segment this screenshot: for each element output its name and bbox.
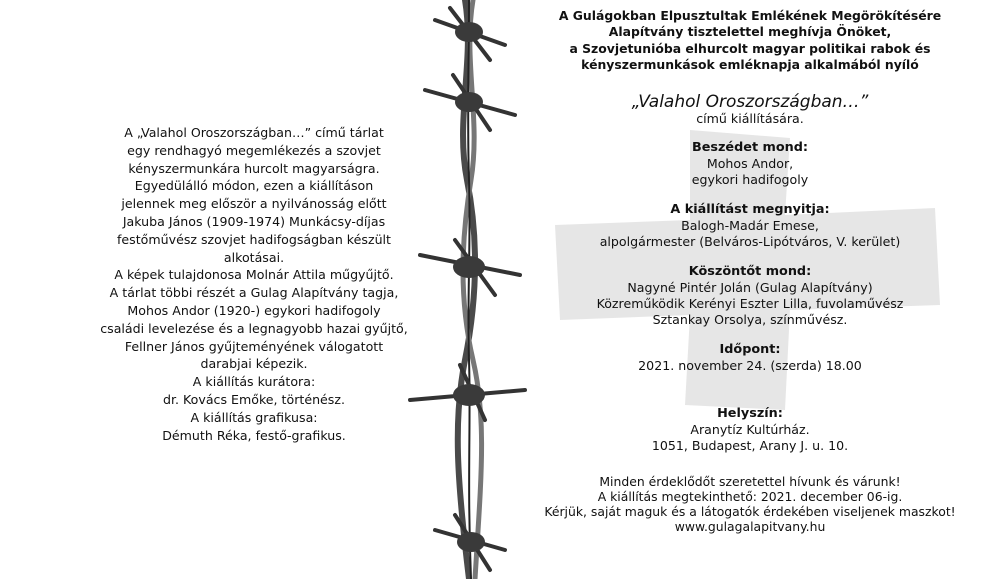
desc-line: A kiállítás kurátora: <box>192 374 316 390</box>
desc-line: Egyedülálló módon, ezen a kiállításon <box>134 178 374 194</box>
speech-line: egykori hadifogoly <box>691 172 809 188</box>
opening-line: alpolgármester (Belváros-Lipótváros, V. kerület) <box>599 234 901 250</box>
intro-line: a Szovjetunióba elhurcolt magyar politikai rabok és <box>569 40 931 56</box>
footer-line: A kiállítás megtekinthető: 2021. december 06-ig. <box>597 489 903 505</box>
greeting-line: Közreműködik Kerényi Eszter Lilla, fuvolaművész <box>596 296 904 312</box>
desc-line: A „Valahol Oroszországban…” című tárlat <box>124 125 384 140</box>
venue-heading: Helyszín: <box>717 406 783 422</box>
intro-line: kényszermunkások emléknapja alkalmából nyíló <box>581 56 919 72</box>
desc-line: darabjai képezik. <box>200 356 308 372</box>
desc-line: dr. Kovács Emőke, történész. <box>163 391 345 407</box>
website-link[interactable]: www.gulagalapitvany.hu <box>674 519 826 535</box>
desc-line: egy rendhagyó megemlékezés a szovjet <box>127 142 381 158</box>
footer-line: Kérjük, saját maguk és a látogatók érdekében viseljenek maszkot! <box>544 504 956 520</box>
speech-line: Mohos Andor, <box>706 156 794 172</box>
desc-line: Mohos Andor (1920-) egykori hadifogoly <box>127 302 381 318</box>
intro-line: Alapítvány tisztelettel meghívja Önöket, <box>608 24 892 40</box>
invitation-intro <box>510 8 990 73</box>
desc-line: festőművész szovjet hadifogságban készült <box>116 231 391 247</box>
invitation <box>510 8 990 534</box>
opening-heading: A kiállítást megnyitja: <box>670 202 830 218</box>
venue-line: Aranytíz Kultúrház. <box>690 422 810 438</box>
venue-line: 1051, Budapest, Arany J. u. 10. <box>651 438 849 454</box>
desc-line: kényszermunkára hurcolt magyarságra. <box>128 160 380 176</box>
speech-heading: Beszédet mond: <box>691 140 809 156</box>
desc-line: alkotásai. <box>223 249 285 265</box>
date-line: 2021. november 24. (szerda) 18.00 <box>638 358 862 374</box>
desc-line: A tárlat többi részét a Gulag Alapítvány tagja, <box>109 285 399 301</box>
exhibition-title: „Valahol Oroszországban…” <box>631 92 869 113</box>
desc-line: A kiállítás grafikusa: <box>190 409 318 425</box>
greeting-heading: Köszöntőt mond: <box>688 264 812 280</box>
exhibition-subtitle: című kiállítására. <box>696 111 804 127</box>
exhibition-description <box>58 124 450 444</box>
desc-line: Démuth Réka, festő-grafikus. <box>162 427 346 443</box>
desc-line: A képek tulajdonosa Molnár Attila műgyűjtő. <box>114 267 394 283</box>
desc-line: Fellner János gyűjteményének válogatott <box>124 338 384 354</box>
opening-line: Balogh-Madár Emese, <box>681 218 819 234</box>
footer-line: Minden érdeklődőt szeretettel hívunk és várunk! <box>599 474 901 490</box>
date-heading: Időpont: <box>719 342 781 358</box>
desc-line: családi levelezése és a legnagyobb hazai gyűjtő, <box>100 320 408 336</box>
invitation-footer <box>510 474 990 534</box>
greeting-line: Sztankay Orsolya, színművész. <box>652 312 848 328</box>
greeting-line: Nagyné Pintér Jolán (Gulag Alapítvány) <box>627 280 873 296</box>
desc-line: Jakuba János (1909-1974) Munkácsy-díjas <box>122 213 386 229</box>
desc-line: jelennek meg először a nyilvánosság előtt <box>121 196 387 212</box>
intro-line: A Gulágokban Elpusztultak Emlékének Megörökítésére <box>558 8 942 23</box>
